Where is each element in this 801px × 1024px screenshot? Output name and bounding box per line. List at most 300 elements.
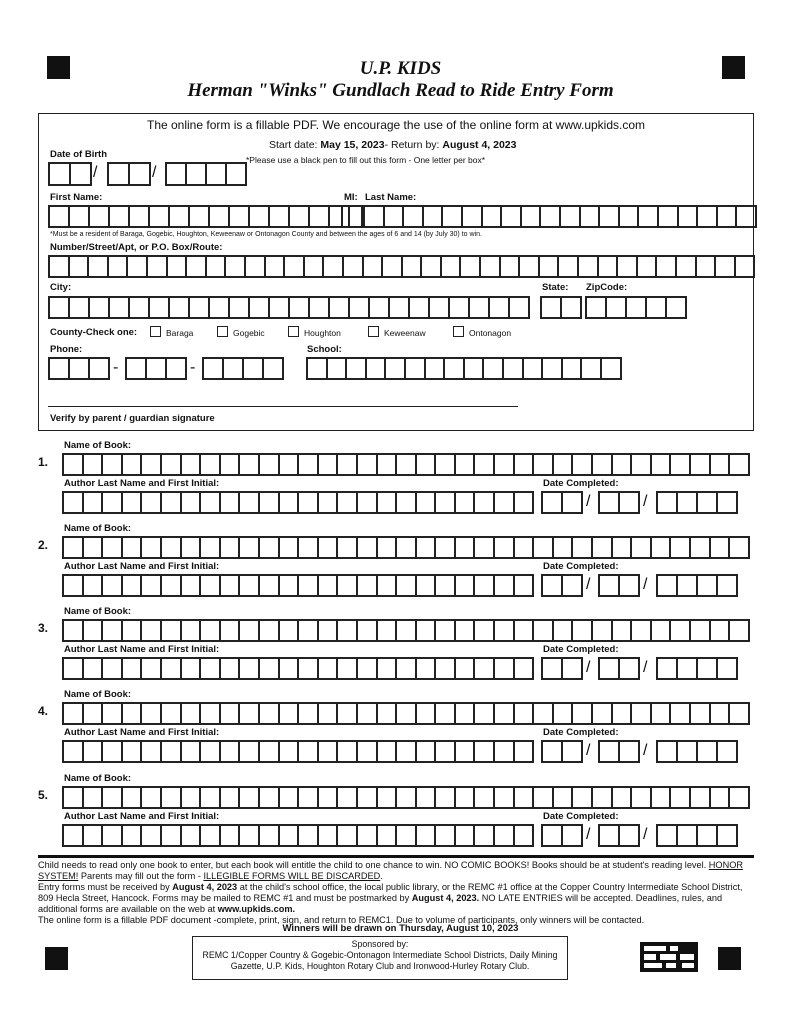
letter-box[interactable]: [669, 536, 691, 559]
letter-box[interactable]: [82, 702, 104, 725]
letter-box[interactable]: [448, 296, 470, 319]
letter-box[interactable]: [552, 453, 574, 476]
letter-box[interactable]: [180, 453, 202, 476]
letter-box[interactable]: [238, 657, 260, 680]
letter-box[interactable]: [611, 786, 633, 809]
date-year-boxes[interactable]: [656, 657, 736, 680]
letter-box[interactable]: [317, 657, 339, 680]
letter-box[interactable]: [376, 619, 398, 642]
book-name-boxes[interactable]: [62, 786, 748, 809]
letter-box[interactable]: [336, 702, 358, 725]
letter-box[interactable]: [308, 296, 330, 319]
letter-box[interactable]: [68, 255, 90, 278]
letter-box[interactable]: [676, 491, 698, 514]
date-day-boxes[interactable]: [598, 491, 638, 514]
date-day-boxes[interactable]: [598, 574, 638, 597]
letter-box[interactable]: [532, 453, 554, 476]
letter-box[interactable]: [140, 740, 162, 763]
letter-box[interactable]: [278, 453, 300, 476]
letter-box[interactable]: [238, 702, 260, 725]
letter-box[interactable]: [598, 824, 620, 847]
letter-box[interactable]: [571, 702, 593, 725]
letter-box[interactable]: [395, 786, 417, 809]
letter-box[interactable]: [278, 824, 300, 847]
letter-box[interactable]: [473, 536, 495, 559]
letter-box[interactable]: [199, 574, 221, 597]
letter-box[interactable]: [62, 824, 84, 847]
letter-box[interactable]: [656, 574, 678, 597]
letter-box[interactable]: [657, 205, 679, 228]
letter-box[interactable]: [577, 255, 599, 278]
letter-box[interactable]: [336, 619, 358, 642]
letter-box[interactable]: [82, 574, 104, 597]
letter-box[interactable]: [342, 255, 364, 278]
letter-box[interactable]: [62, 619, 84, 642]
letter-box[interactable]: [258, 536, 280, 559]
letter-box[interactable]: [513, 574, 535, 597]
letter-box[interactable]: [87, 255, 109, 278]
letter-box[interactable]: [48, 357, 70, 380]
letter-box[interactable]: [591, 619, 613, 642]
letter-box[interactable]: [434, 702, 456, 725]
letter-box[interactable]: [258, 574, 280, 597]
letter-box[interactable]: [598, 205, 620, 228]
letter-box[interactable]: [618, 824, 640, 847]
letter-box[interactable]: [598, 491, 620, 514]
letter-box[interactable]: [591, 702, 613, 725]
county-option-baraga[interactable]: Baraga: [150, 326, 193, 338]
letter-box[interactable]: [356, 740, 378, 763]
letter-box[interactable]: [121, 824, 143, 847]
letter-box[interactable]: [219, 619, 241, 642]
letter-box[interactable]: [376, 453, 398, 476]
letter-box[interactable]: [561, 574, 583, 597]
letter-box[interactable]: [696, 491, 718, 514]
date-day-boxes[interactable]: [598, 657, 638, 680]
letter-box[interactable]: [559, 205, 581, 228]
letter-box[interactable]: [454, 740, 476, 763]
letter-box[interactable]: [278, 574, 300, 597]
letter-box[interactable]: [82, 491, 104, 514]
letter-box[interactable]: [618, 205, 640, 228]
letter-box[interactable]: [605, 296, 627, 319]
letter-box[interactable]: [560, 296, 582, 319]
letter-box[interactable]: [611, 702, 633, 725]
letter-box[interactable]: [611, 536, 633, 559]
letter-box[interactable]: [288, 205, 310, 228]
letter-box[interactable]: [541, 357, 563, 380]
letter-box[interactable]: [180, 619, 202, 642]
letter-box[interactable]: [728, 536, 750, 559]
letter-box[interactable]: [219, 536, 241, 559]
date-year-boxes[interactable]: [656, 824, 736, 847]
dob-year-boxes[interactable]: [165, 162, 245, 186]
letter-box[interactable]: [598, 574, 620, 597]
letter-box[interactable]: [552, 619, 574, 642]
date-year-boxes[interactable]: [656, 740, 736, 763]
letter-box[interactable]: [101, 702, 123, 725]
letter-box[interactable]: [107, 255, 129, 278]
letter-box[interactable]: [520, 205, 542, 228]
letter-box[interactable]: [473, 657, 495, 680]
letter-box[interactable]: [224, 255, 246, 278]
letter-box[interactable]: [716, 740, 738, 763]
letter-box[interactable]: [121, 453, 143, 476]
author-boxes[interactable]: [62, 574, 532, 597]
letter-box[interactable]: [336, 491, 358, 514]
letter-box[interactable]: [180, 574, 202, 597]
letter-box[interactable]: [618, 740, 640, 763]
letter-box[interactable]: [268, 205, 290, 228]
letter-box[interactable]: [513, 786, 535, 809]
letter-box[interactable]: [552, 702, 574, 725]
letter-box[interactable]: [454, 824, 476, 847]
letter-box[interactable]: [709, 619, 731, 642]
letter-box[interactable]: [735, 205, 757, 228]
letter-box[interactable]: [160, 491, 182, 514]
letter-box[interactable]: [297, 786, 319, 809]
letter-box[interactable]: [140, 536, 162, 559]
letter-box[interactable]: [148, 205, 170, 228]
date-month-boxes[interactable]: [541, 740, 581, 763]
letter-box[interactable]: [696, 824, 718, 847]
zip-boxes[interactable]: [585, 296, 685, 319]
letter-box[interactable]: [297, 574, 319, 597]
letter-box[interactable]: [62, 453, 84, 476]
letter-box[interactable]: [571, 786, 593, 809]
letter-box[interactable]: [140, 657, 162, 680]
letter-box[interactable]: [677, 205, 699, 228]
letter-box[interactable]: [278, 491, 300, 514]
letter-box[interactable]: [415, 574, 437, 597]
letter-box[interactable]: [383, 205, 405, 228]
letter-box[interactable]: [513, 491, 535, 514]
letter-box[interactable]: [258, 740, 280, 763]
letter-box[interactable]: [488, 296, 510, 319]
letter-box[interactable]: [728, 786, 750, 809]
letter-box[interactable]: [101, 824, 123, 847]
letter-box[interactable]: [199, 491, 221, 514]
letter-box[interactable]: [82, 786, 104, 809]
letter-box[interactable]: [696, 740, 718, 763]
letter-box[interactable]: [404, 357, 426, 380]
letter-box[interactable]: [493, 786, 515, 809]
letter-box[interactable]: [146, 255, 168, 278]
letter-box[interactable]: [317, 619, 339, 642]
letter-box[interactable]: [317, 491, 339, 514]
letter-box[interactable]: [140, 619, 162, 642]
letter-box[interactable]: [493, 702, 515, 725]
letter-box[interactable]: [238, 740, 260, 763]
letter-box[interactable]: [728, 702, 750, 725]
letter-box[interactable]: [376, 740, 398, 763]
letter-box[interactable]: [107, 162, 130, 186]
letter-box[interactable]: [185, 162, 207, 186]
letter-box[interactable]: [101, 740, 123, 763]
letter-box[interactable]: [415, 453, 437, 476]
letter-box[interactable]: [454, 786, 476, 809]
letter-box[interactable]: [454, 491, 476, 514]
letter-box[interactable]: [248, 296, 270, 319]
book-name-boxes[interactable]: [62, 619, 748, 642]
letter-box[interactable]: [121, 491, 143, 514]
letter-box[interactable]: [297, 657, 319, 680]
letter-box[interactable]: [408, 296, 430, 319]
letter-box[interactable]: [675, 255, 697, 278]
letter-box[interactable]: [108, 205, 130, 228]
letter-box[interactable]: [208, 296, 230, 319]
checkbox[interactable]: [288, 326, 299, 337]
letter-box[interactable]: [376, 786, 398, 809]
letter-box[interactable]: [199, 702, 221, 725]
letter-box[interactable]: [376, 824, 398, 847]
letter-box[interactable]: [180, 657, 202, 680]
letter-box[interactable]: [317, 786, 339, 809]
letter-box[interactable]: [48, 162, 71, 186]
letter-box[interactable]: [278, 619, 300, 642]
letter-box[interactable]: [365, 357, 387, 380]
letter-box[interactable]: [591, 786, 613, 809]
letter-box[interactable]: [493, 536, 515, 559]
letter-box[interactable]: [160, 574, 182, 597]
checkbox[interactable]: [368, 326, 379, 337]
letter-box[interactable]: [424, 357, 446, 380]
date-month-boxes[interactable]: [541, 824, 581, 847]
letter-box[interactable]: [473, 786, 495, 809]
letter-box[interactable]: [689, 786, 711, 809]
letter-box[interactable]: [650, 786, 672, 809]
letter-box[interactable]: [395, 824, 417, 847]
letter-box[interactable]: [598, 740, 620, 763]
letter-box[interactable]: [630, 453, 652, 476]
letter-box[interactable]: [459, 255, 481, 278]
letter-box[interactable]: [541, 824, 563, 847]
letter-box[interactable]: [728, 619, 750, 642]
letter-box[interactable]: [180, 536, 202, 559]
letter-box[interactable]: [522, 357, 544, 380]
letter-box[interactable]: [199, 619, 221, 642]
letter-box[interactable]: [434, 657, 456, 680]
letter-box[interactable]: [317, 824, 339, 847]
letter-box[interactable]: [541, 574, 563, 597]
letter-box[interactable]: [62, 491, 84, 514]
letter-box[interactable]: [185, 255, 207, 278]
letter-box[interactable]: [561, 357, 583, 380]
letter-box[interactable]: [513, 824, 535, 847]
letter-box[interactable]: [493, 740, 515, 763]
letter-box[interactable]: [356, 574, 378, 597]
letter-box[interactable]: [618, 574, 640, 597]
letter-box[interactable]: [208, 205, 230, 228]
letter-box[interactable]: [121, 619, 143, 642]
letter-box[interactable]: [68, 205, 90, 228]
letter-box[interactable]: [676, 657, 698, 680]
letter-box[interactable]: [125, 357, 147, 380]
letter-box[interactable]: [600, 357, 622, 380]
letter-box[interactable]: [434, 619, 456, 642]
letter-box[interactable]: [376, 491, 398, 514]
letter-box[interactable]: [454, 453, 476, 476]
author-boxes[interactable]: [62, 824, 532, 847]
letter-box[interactable]: [199, 824, 221, 847]
school-boxes[interactable]: [306, 357, 620, 380]
letter-box[interactable]: [618, 657, 640, 680]
book-name-boxes[interactable]: [62, 536, 748, 559]
letter-box[interactable]: [580, 357, 602, 380]
letter-box[interactable]: [709, 536, 731, 559]
letter-box[interactable]: [180, 702, 202, 725]
letter-box[interactable]: [481, 205, 503, 228]
letter-box[interactable]: [395, 740, 417, 763]
letter-box[interactable]: [585, 296, 607, 319]
letter-box[interactable]: [101, 536, 123, 559]
letter-box[interactable]: [306, 357, 328, 380]
letter-box[interactable]: [625, 296, 647, 319]
letter-box[interactable]: [689, 619, 711, 642]
letter-box[interactable]: [571, 536, 593, 559]
letter-box[interactable]: [676, 740, 698, 763]
letter-box[interactable]: [258, 619, 280, 642]
signature-line[interactable]: [48, 406, 518, 407]
letter-box[interactable]: [228, 296, 250, 319]
date-day-boxes[interactable]: [598, 824, 638, 847]
letter-box[interactable]: [669, 453, 691, 476]
letter-box[interactable]: [493, 453, 515, 476]
letter-box[interactable]: [199, 536, 221, 559]
letter-box[interactable]: [82, 536, 104, 559]
letter-box[interactable]: [219, 786, 241, 809]
letter-box[interactable]: [165, 162, 187, 186]
date-month-boxes[interactable]: [541, 491, 581, 514]
letter-box[interactable]: [121, 657, 143, 680]
letter-box[interactable]: [716, 574, 738, 597]
letter-box[interactable]: [140, 453, 162, 476]
letter-box[interactable]: [368, 296, 390, 319]
letter-box[interactable]: [500, 205, 522, 228]
letter-box[interactable]: [482, 357, 504, 380]
letter-box[interactable]: [288, 296, 310, 319]
letter-box[interactable]: [328, 296, 350, 319]
letter-box[interactable]: [552, 786, 574, 809]
letter-box[interactable]: [160, 824, 182, 847]
letter-box[interactable]: [513, 619, 535, 642]
letter-box[interactable]: [441, 205, 463, 228]
letter-box[interactable]: [160, 702, 182, 725]
letter-box[interactable]: [160, 657, 182, 680]
letter-box[interactable]: [630, 786, 652, 809]
letter-box[interactable]: [69, 162, 92, 186]
letter-box[interactable]: [283, 255, 305, 278]
letter-box[interactable]: [716, 491, 738, 514]
letter-box[interactable]: [148, 296, 170, 319]
letter-box[interactable]: [395, 453, 417, 476]
letter-box[interactable]: [336, 536, 358, 559]
letter-box[interactable]: [463, 357, 485, 380]
letter-box[interactable]: [278, 702, 300, 725]
letter-box[interactable]: [101, 657, 123, 680]
letter-box[interactable]: [168, 296, 190, 319]
letter-box[interactable]: [493, 619, 515, 642]
letter-box[interactable]: [434, 453, 456, 476]
letter-box[interactable]: [461, 205, 483, 228]
letter-box[interactable]: [388, 296, 410, 319]
letter-box[interactable]: [381, 255, 403, 278]
letter-box[interactable]: [561, 824, 583, 847]
letter-box[interactable]: [552, 536, 574, 559]
letter-box[interactable]: [395, 536, 417, 559]
letter-box[interactable]: [650, 619, 672, 642]
city-boxes[interactable]: [48, 296, 528, 319]
letter-box[interactable]: [356, 786, 378, 809]
letter-box[interactable]: [356, 536, 378, 559]
letter-box[interactable]: [502, 357, 524, 380]
letter-box[interactable]: [308, 205, 330, 228]
letter-box[interactable]: [540, 296, 562, 319]
letter-box[interactable]: [82, 824, 104, 847]
letter-box[interactable]: [561, 657, 583, 680]
letter-box[interactable]: [669, 786, 691, 809]
phone-prefix-boxes[interactable]: [125, 357, 185, 380]
letter-box[interactable]: [714, 255, 736, 278]
letter-box[interactable]: [532, 619, 554, 642]
letter-box[interactable]: [696, 574, 718, 597]
letter-box[interactable]: [541, 491, 563, 514]
letter-box[interactable]: [168, 205, 190, 228]
letter-box[interactable]: [62, 536, 84, 559]
letter-box[interactable]: [415, 536, 437, 559]
letter-box[interactable]: [101, 786, 123, 809]
date-year-boxes[interactable]: [656, 574, 736, 597]
letter-box[interactable]: [165, 357, 187, 380]
letter-box[interactable]: [376, 536, 398, 559]
letter-box[interactable]: [513, 740, 535, 763]
letter-box[interactable]: [401, 255, 423, 278]
letter-box[interactable]: [571, 619, 593, 642]
letter-box[interactable]: [244, 255, 266, 278]
letter-box[interactable]: [303, 255, 325, 278]
letter-box[interactable]: [665, 296, 687, 319]
letter-box[interactable]: [636, 255, 658, 278]
letter-box[interactable]: [513, 702, 535, 725]
letter-box[interactable]: [101, 453, 123, 476]
letter-box[interactable]: [219, 574, 241, 597]
letter-box[interactable]: [126, 255, 148, 278]
letter-box[interactable]: [336, 740, 358, 763]
letter-box[interactable]: [317, 574, 339, 597]
letter-box[interactable]: [415, 824, 437, 847]
letter-box[interactable]: [473, 740, 495, 763]
dob-month-boxes[interactable]: [48, 162, 90, 186]
letter-box[interactable]: [440, 255, 462, 278]
letter-box[interactable]: [108, 296, 130, 319]
letter-box[interactable]: [656, 657, 678, 680]
street-boxes[interactable]: [48, 255, 753, 278]
checkbox[interactable]: [217, 326, 228, 337]
letter-box[interactable]: [258, 702, 280, 725]
letter-box[interactable]: [160, 536, 182, 559]
letter-box[interactable]: [180, 786, 202, 809]
letter-box[interactable]: [180, 740, 202, 763]
letter-box[interactable]: [48, 296, 70, 319]
letter-box[interactable]: [258, 786, 280, 809]
phone-line-boxes[interactable]: [202, 357, 282, 380]
letter-box[interactable]: [297, 491, 319, 514]
letter-box[interactable]: [88, 205, 110, 228]
letter-box[interactable]: [101, 574, 123, 597]
letter-box[interactable]: [82, 740, 104, 763]
letter-box[interactable]: [499, 255, 521, 278]
letter-box[interactable]: [225, 162, 247, 186]
